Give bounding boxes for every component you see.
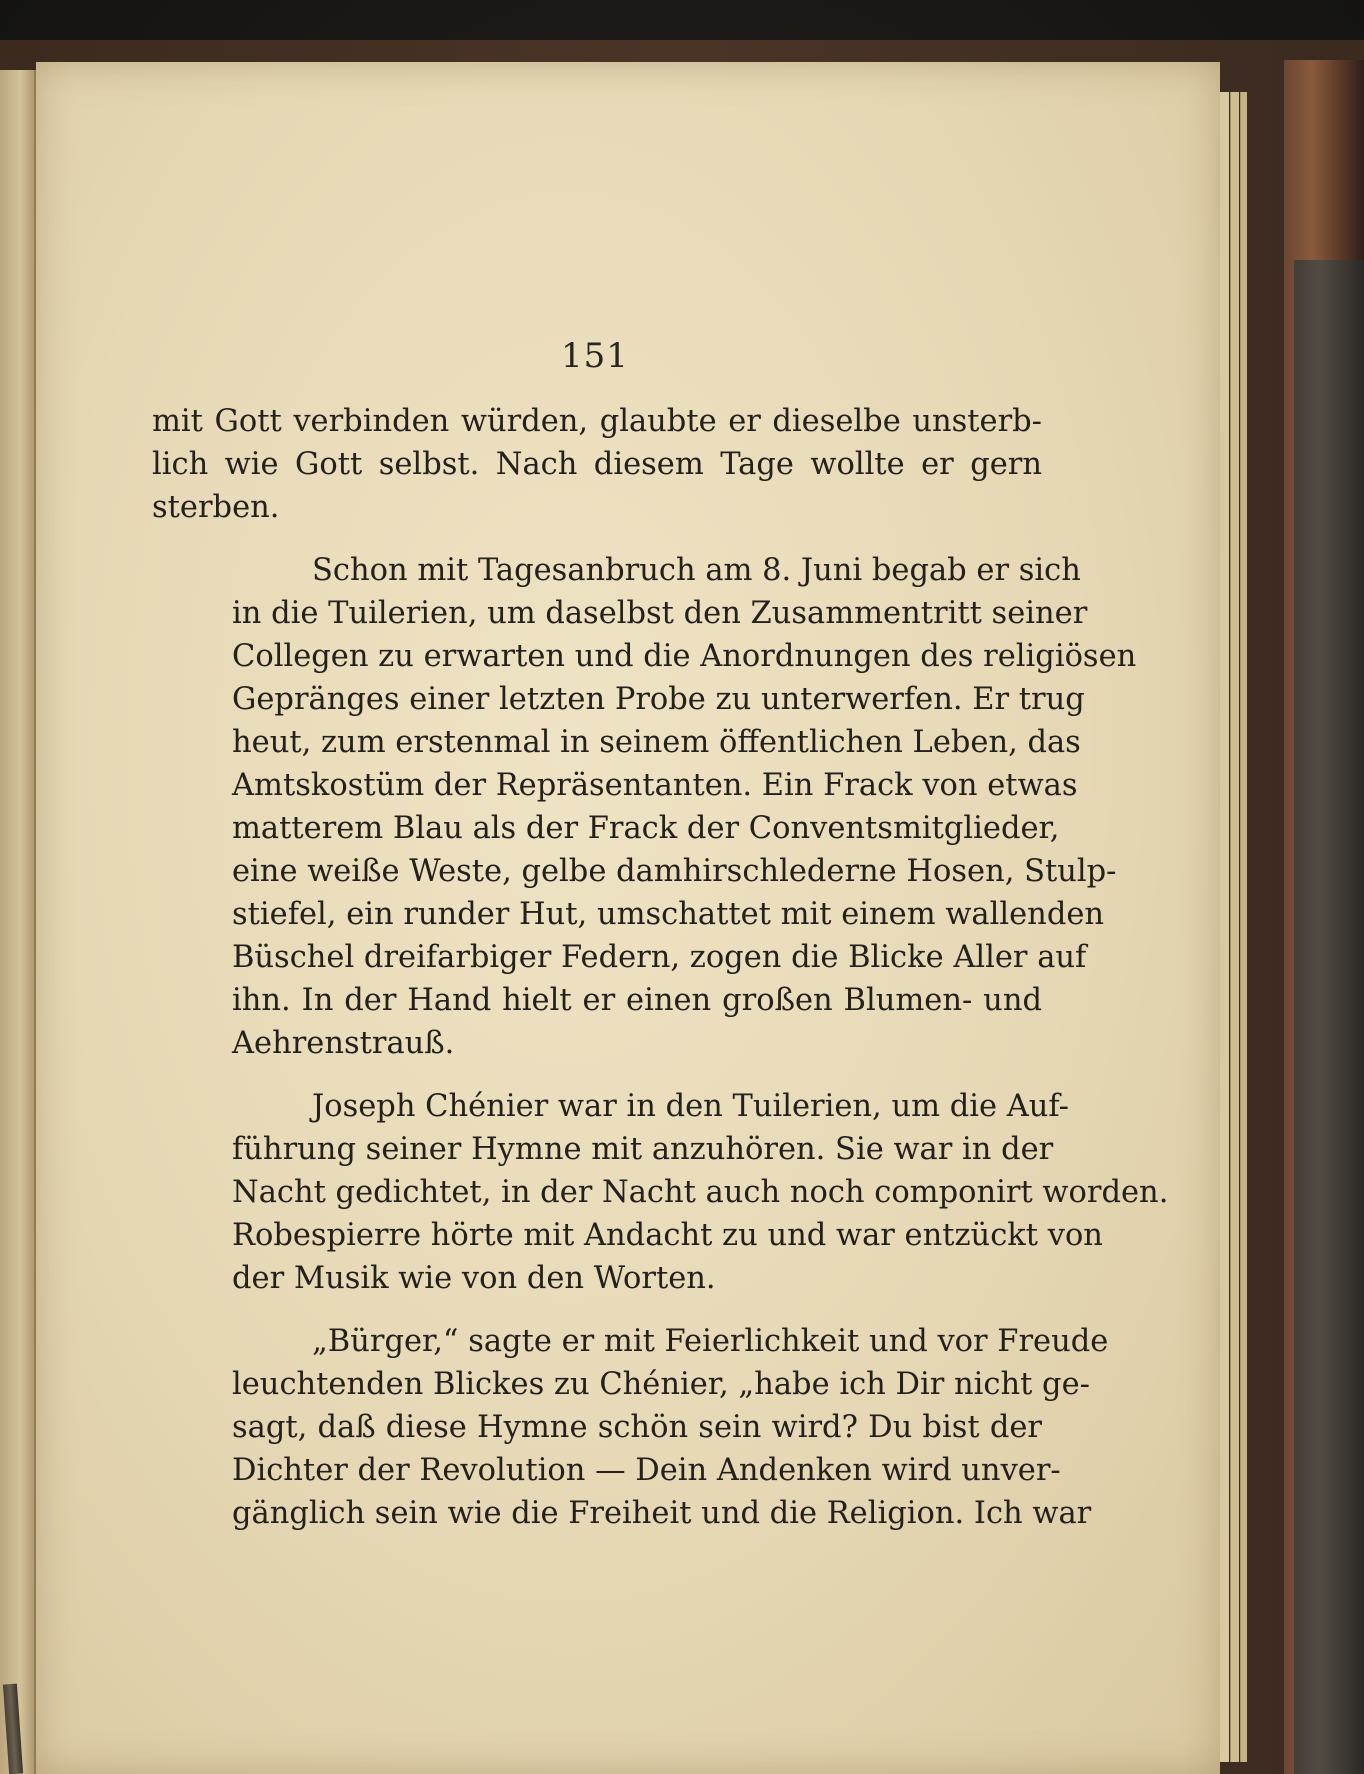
text-line: in die Tuilerien, um daselbst den Zusammentritt seiner <box>232 596 1088 631</box>
text-line: Joseph Chénier war in den Tuilerien, um die Auf- <box>312 1089 1069 1124</box>
text-line: Schon mit Tagesanbruch am 8. Juni begab er sich <box>312 553 1081 588</box>
previous-page-edge <box>0 70 36 1774</box>
text-line: Robespierre hörte mit Andacht zu und war entzückt von <box>232 1218 1103 1253</box>
text-line: Gepränges einer letzten Probe zu unterwerfen. Er trug <box>232 682 1085 717</box>
text-line: Büschel dreifarbiger Federn, zogen die Blicke Aller auf <box>232 940 1087 975</box>
text-line: stiefel, ein runder Hut, umschattet mit einem wallenden <box>232 897 1105 932</box>
page-stack-edge <box>1240 92 1247 1762</box>
text-line: der Musik wie von den Worten. <box>232 1261 716 1296</box>
text-line: Collegen zu erwarten und die Anordnungen des religiösen <box>232 639 1137 674</box>
text-line: lich wie Gott selbst. Nach diesem Tage wollte er gern <box>152 447 1042 482</box>
text-line: heut, zum erstenmal in seinem öffentlichen Leben, das <box>232 725 1081 760</box>
text-line: mit Gott verbinden würden, glaubte er dieselbe unsterb- <box>152 404 1042 439</box>
page-number: 151 <box>561 336 629 376</box>
text-line: ihn. In der Hand hielt er einen großen Blumen- und <box>232 983 1042 1018</box>
text-line: Dichter der Revolution — Dein Andenken wird unver- <box>232 1453 1061 1488</box>
text-line: sagt, daß diese Hymne schön sein wird? Du bist der <box>232 1410 1042 1445</box>
paragraph <box>152 1320 1109 1535</box>
book-page <box>36 62 1220 1774</box>
text-line: matterem Blau als der Frack der Conventsmitglieder, <box>232 811 1060 846</box>
text-line: sterben. <box>152 490 280 525</box>
text-line: Amtskostüm der Repräsentanten. Ein Frack von etwas <box>232 768 1078 803</box>
text-line: Aehrenstrauß. <box>232 1026 455 1061</box>
book-spine-cloth <box>1294 260 1364 1774</box>
text-line: eine weiße Weste, gelbe damhirschlederne Hosen, Stulp- <box>232 854 1117 889</box>
paragraph <box>152 549 1137 1065</box>
text-line: leuchtenden Blickes zu Chénier, „habe ich Dir nicht ge- <box>232 1367 1090 1402</box>
text-line: Nacht gedichtet, in der Nacht auch noch componirt worden. <box>232 1175 1169 1210</box>
text-line: führung seiner Hymne mit anzuhören. Sie war in der <box>232 1132 1054 1167</box>
text-line: „Bürger,“ sagte er mit Feierlichkeit und vor Freude <box>312 1324 1109 1359</box>
paragraph <box>152 1085 1169 1300</box>
text-line: gänglich sein wie die Freiheit und die Religion. Ich war <box>232 1496 1092 1531</box>
paragraph <box>152 400 1042 529</box>
page-stack-edge <box>1230 92 1239 1762</box>
page-text <box>152 400 1169 1555</box>
